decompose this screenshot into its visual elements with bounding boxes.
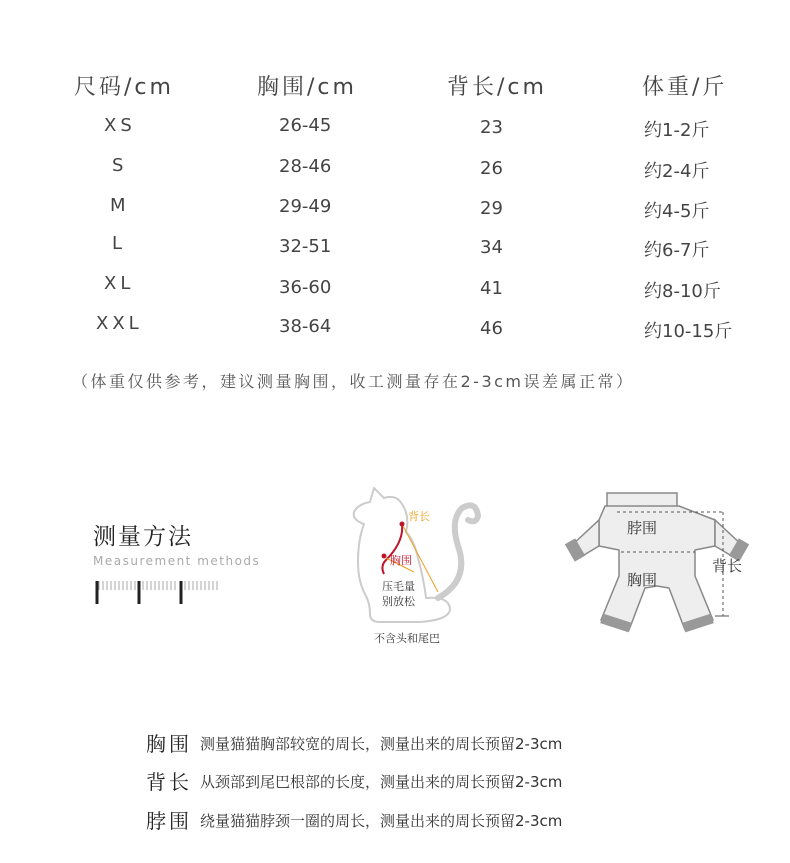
definition-text: 测量猫猫胸部较宽的周长，测量出来的周长预留2-3cm (200, 735, 563, 753)
table-cell-chest: 28-46 (279, 156, 332, 177)
table-cell-back: 23 (480, 117, 503, 138)
table-cell-back: 41 (480, 278, 503, 299)
table-cell-chest: 32-51 (279, 236, 332, 257)
definition-term: 脖围 (146, 809, 192, 833)
cat-note-line2: 别放松 (382, 595, 415, 608)
cat-figure (330, 480, 490, 650)
suit-figure (565, 488, 765, 648)
table-cell-weight: 约4-5斤 (644, 201, 710, 222)
suit-chest-label: 胸围 (627, 571, 658, 589)
table-cell-weight: 约2-4斤 (644, 161, 710, 182)
table-cell-back: 46 (480, 318, 503, 339)
table-cell-size: XL (104, 273, 135, 294)
method-title: 测量方法 (93, 524, 193, 550)
header-chest: 胸围/cm (257, 75, 357, 100)
table-cell-weight: 约8-10斤 (644, 281, 721, 302)
table-cell-size: XS (104, 115, 136, 136)
table-cell-chest: 26-45 (279, 115, 332, 136)
cat-caption: 不含头和尾巴 (374, 632, 440, 645)
table-cell-weight: 约10-15斤 (644, 321, 733, 342)
table-cell-back: 26 (480, 158, 503, 179)
cat-back-label: 背长 (408, 510, 430, 523)
table-cell-weight: 约1-2斤 (644, 120, 710, 141)
definition-text: 从颈部到尾巴根部的长度，测量出来的周长预留2-3cm (200, 773, 563, 791)
ruler-icon (94, 578, 224, 606)
cat-chest-label: 胸围 (390, 554, 412, 567)
table-cell-chest: 36-60 (279, 277, 332, 298)
table-cell-size: S (112, 155, 128, 176)
table-cell-chest: 29-49 (279, 196, 332, 217)
header-size: 尺码/cm (74, 75, 174, 100)
table-cell-weight: 约6-7斤 (644, 240, 710, 261)
table-cell-size: XXL (96, 313, 143, 334)
table-cell-size: L (112, 233, 127, 254)
table-note: （体重仅供参考，建议测量胸围，收工测量存在2-3cm误差属正常） (72, 372, 635, 391)
table-cell-size: M (110, 195, 130, 216)
definition-term: 胸围 (146, 732, 192, 756)
table-cell-back: 34 (480, 237, 503, 258)
definition-text: 绕量猫猫脖颈一圈的周长，测量出来的周长预留2-3cm (200, 812, 563, 830)
method-subtitle: Measurement methods (93, 554, 261, 568)
header-back-length: 背长/cm (447, 75, 547, 100)
table-cell-back: 29 (480, 198, 503, 219)
table-cell-chest: 38-64 (279, 316, 332, 337)
header-weight: 体重/斤 (642, 75, 728, 100)
suit-back-label: 背长 (712, 557, 743, 575)
definition-term: 背长 (146, 770, 192, 794)
cat-note-line1: 压毛量 (382, 580, 415, 593)
suit-neck-label: 脖围 (627, 519, 658, 537)
